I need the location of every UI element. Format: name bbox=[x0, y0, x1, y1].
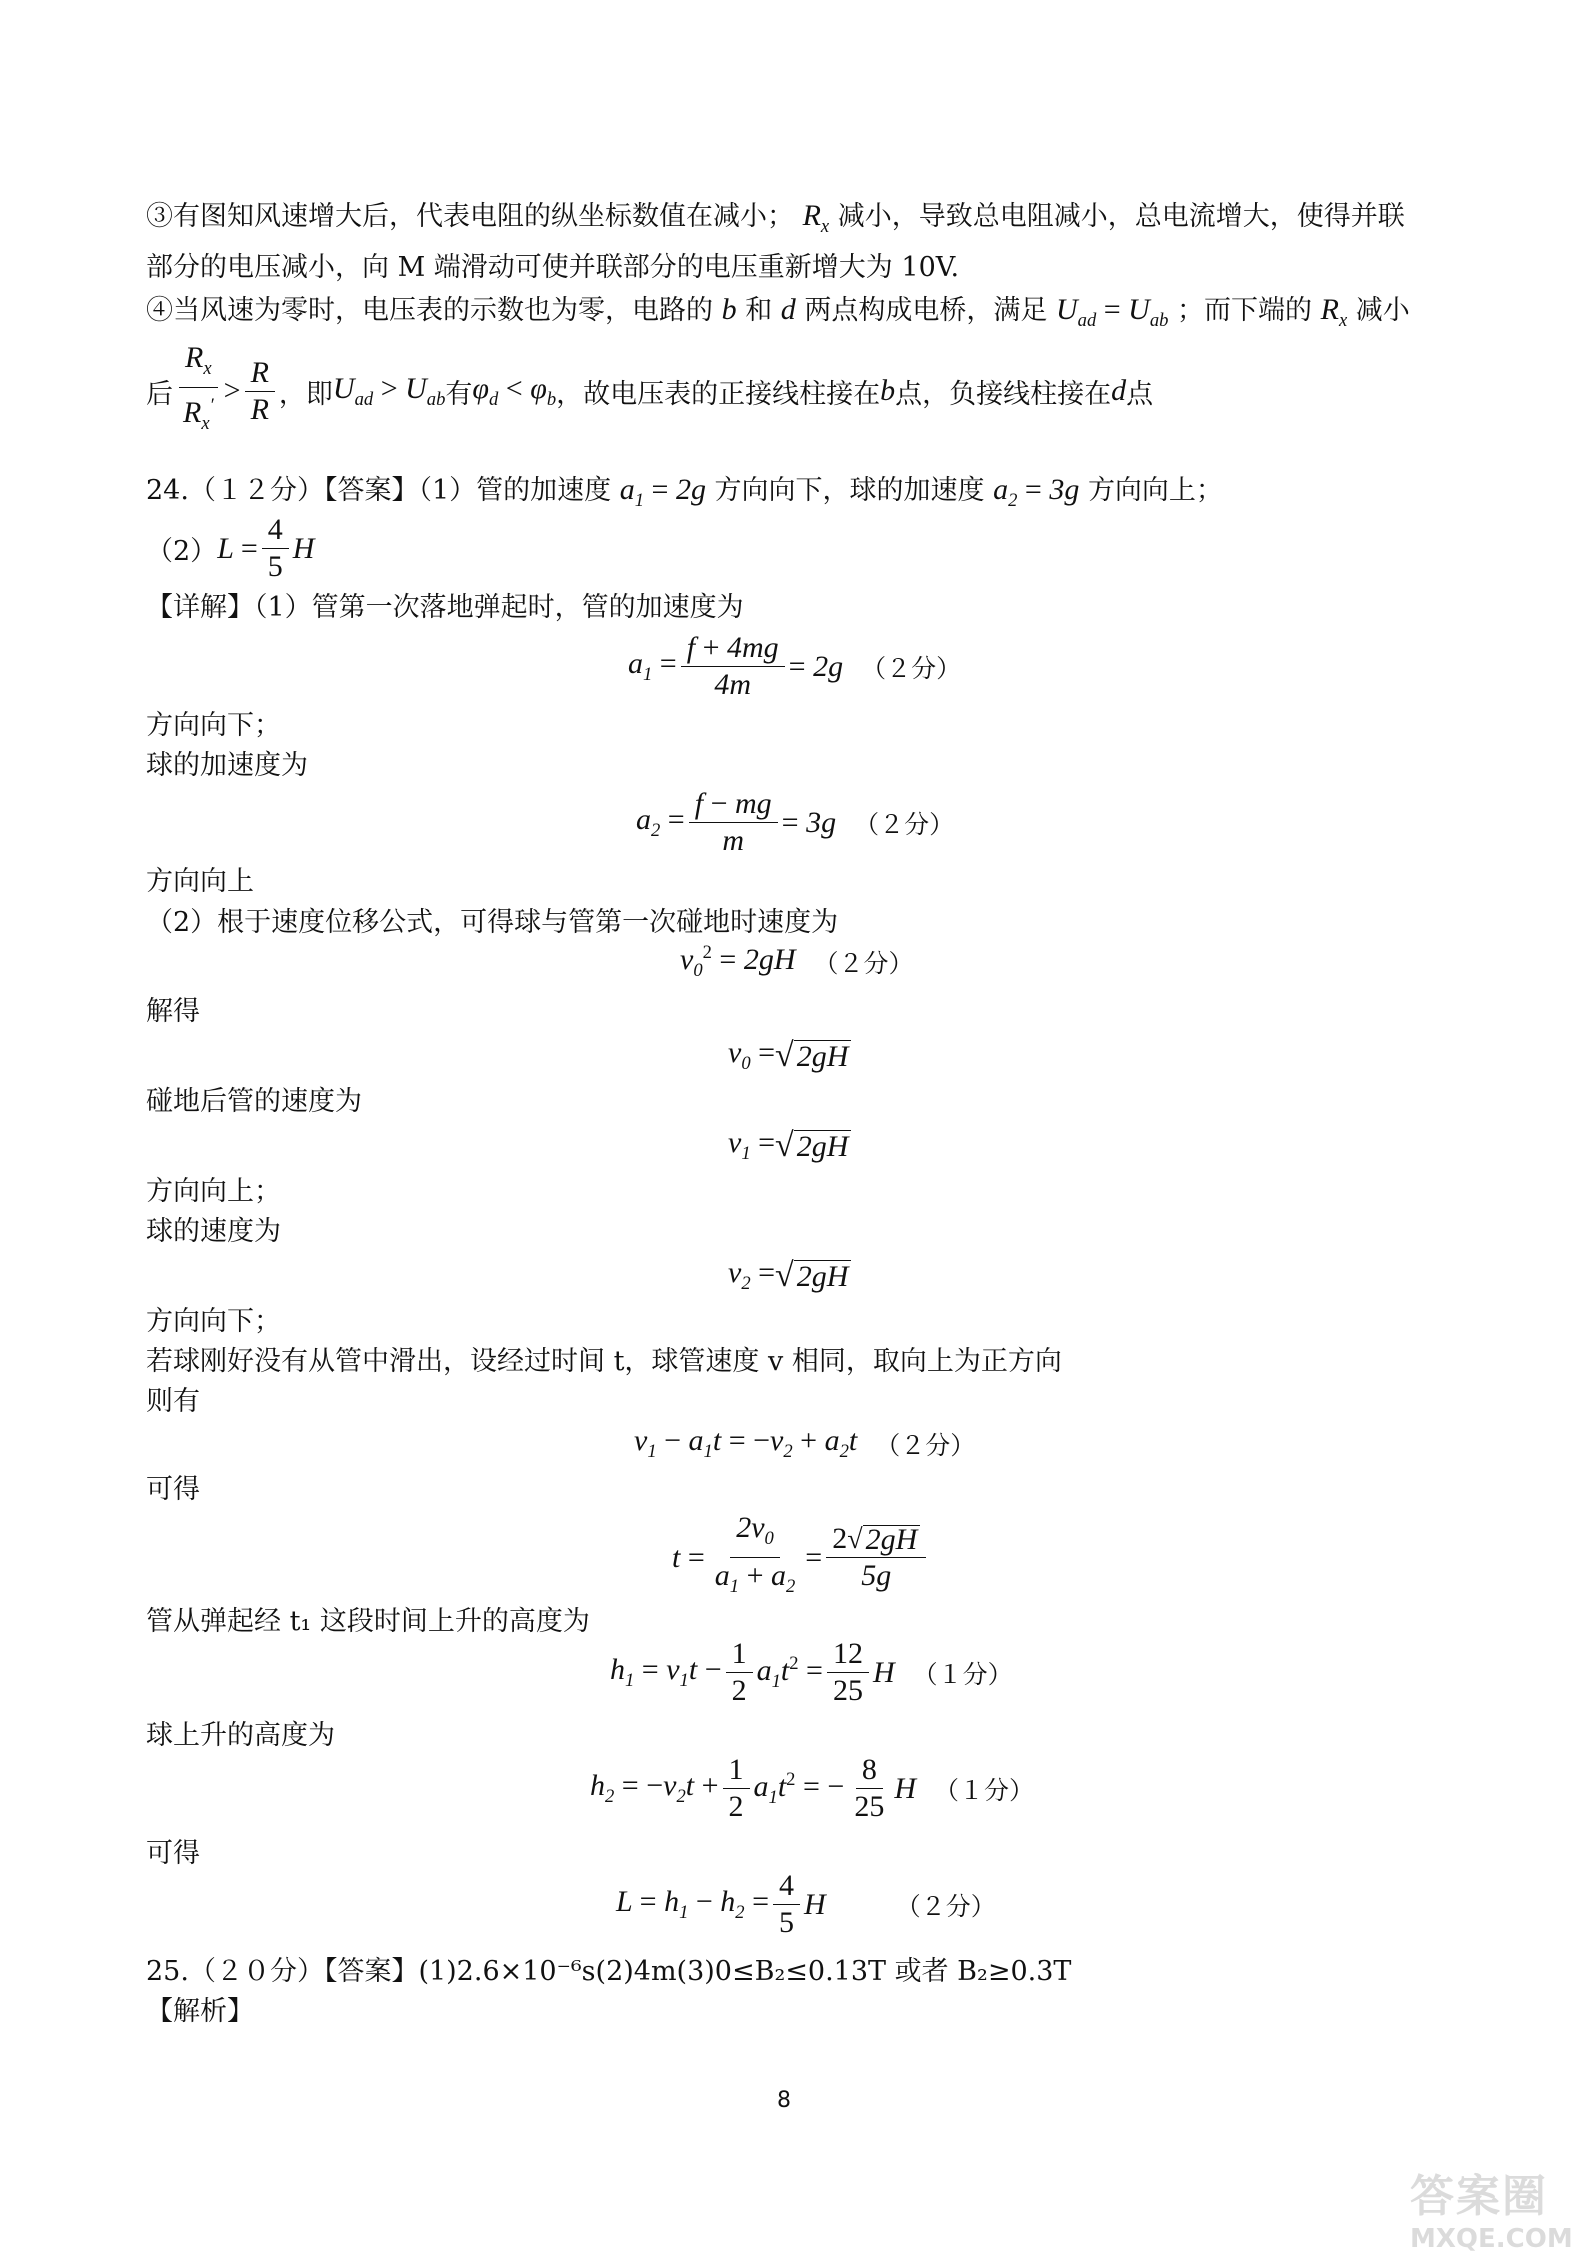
equation-velocity-balance: $v_1 - a_1t = -v_2 + a_2t$ （２分） bbox=[634, 1424, 976, 1462]
equation-L: $L = h_1 - h_2$ = $\frac{4}{5}$ H （２分） bbox=[616, 1869, 996, 1939]
score-label: （２分） bbox=[875, 1430, 976, 1460]
math-b: b bbox=[721, 293, 737, 326]
equation-v0-squared: $v_0^2 = 2gH$ （２分） bbox=[680, 942, 914, 981]
equation-v1: $v_1$ = √ 2gH bbox=[728, 1126, 851, 1165]
text-tube-height: 管从弹起经 t₁ 这段时间上升的高度为 bbox=[146, 1606, 590, 1637]
equation-v0: $v_0$ = √ 2gH bbox=[728, 1036, 851, 1075]
text-ball-height: 球上升的高度为 bbox=[146, 1720, 335, 1751]
q25-analysis: 【解析】 bbox=[146, 1996, 254, 2027]
text-dir-down-1: 方向向下； bbox=[146, 710, 281, 741]
text-part-2: （2）根于速度位移公式，可得球与管第一次碰地时速度为 bbox=[146, 907, 839, 938]
text-segment: 减小 bbox=[1355, 295, 1410, 326]
score-label: （１分） bbox=[912, 1659, 1013, 1689]
text-dir-down-2: 方向向下； bbox=[146, 1306, 281, 1337]
paragraph-4-line-1 bbox=[146, 290, 1410, 341]
score-label: （１分） bbox=[933, 1775, 1034, 1805]
math-uad-gt-uab: $U_{ad} > U_{ab}$ bbox=[332, 371, 446, 410]
text-then: 则有 bbox=[146, 1386, 200, 1417]
text-segment: 方向向下，球的加速度 bbox=[714, 475, 985, 506]
text-segment: （2） bbox=[146, 536, 218, 567]
text-segment: 和 bbox=[745, 295, 773, 326]
paragraph-3-line-1 bbox=[146, 196, 1405, 247]
text-get-1: 可得 bbox=[146, 1474, 200, 1505]
fraction-rx-over-rx-prime: $\frac{R_x}{R_x'}$ bbox=[177, 340, 220, 442]
math-rx: $R_x$ bbox=[802, 199, 830, 237]
q25-answer-line: 25.（２０分）【答案】(1)2.6×10⁻⁶s(2)4m(3)0≤B₂≤0.13T 或者 B₂≥0.3T bbox=[146, 1956, 1072, 1987]
text-get-2: 可得 bbox=[146, 1838, 200, 1869]
watermark-url: MXQE.COM bbox=[1410, 2224, 1573, 2254]
paragraph-4-line-2: 后 $\frac{R_x}{R_x'}$ > $\frac{R}{R}$ ，即 $U_{ad} > U_{ab}$ 有 $\varphi_d < \varphi_b$ ，故电压表的正接线柱接在 b 点，负接线柱接在 d 点 bbox=[146, 340, 1153, 442]
score-label: （２分） bbox=[895, 1891, 996, 1921]
equation-a2: $a_2$ = $\frac{f - mg}{m}$ = 3g （２分） bbox=[636, 787, 955, 857]
q24-detail: 【详解】（1）管第一次落地弹起时，管的加速度为 bbox=[146, 592, 744, 623]
text-segment: ④当风速为零时，电压表的示数也为零，电路的 bbox=[146, 295, 713, 326]
text-ball-acc: 球的加速度为 bbox=[146, 750, 308, 781]
fraction-4-5: $\frac{4}{5}$ bbox=[262, 512, 289, 585]
text-segment: ③有图知风速增大后，代表电阻的纵坐标数值在减小； bbox=[146, 201, 794, 232]
math-b: b bbox=[880, 374, 896, 407]
text-segment: 两点构成电桥，满足 bbox=[804, 295, 1048, 326]
fraction-r-over-r: $\frac{R}{R}$ bbox=[245, 355, 275, 428]
paragraph-3-line-2: 部分的电压减小，向 M 端滑动可使并联部分的电压重新增大为 10V. bbox=[146, 252, 960, 283]
equation-h1: $h_1 = v_1t$ − $\frac{1}{2}$ $a_1t^2$ = $\frac{12}{25}$ H （１分） bbox=[610, 1637, 1013, 1707]
math-d: d bbox=[1111, 374, 1127, 407]
text-tube-speed: 碰地后管的速度为 bbox=[146, 1086, 362, 1117]
math-phi-d-lt-phi-b: $\varphi_d < \varphi_b$ bbox=[472, 371, 557, 410]
text-dir-up-2: 方向向上； bbox=[146, 1176, 281, 1207]
score-label: （２分） bbox=[854, 809, 955, 839]
score-label: （２分） bbox=[861, 653, 962, 683]
math-uad-eq-uab: $U_{ad} = U_{ab}$ bbox=[1055, 293, 1169, 331]
equation-t: t = $\frac{2v_0}{a_1 + a_2}$ = 2 √ 2gH 5g bbox=[672, 1510, 930, 1605]
page-number: 8 bbox=[777, 2088, 791, 2113]
text-solve: 解得 bbox=[146, 996, 200, 1027]
q24-answer-2: （2） L = $\frac{4}{5}$ H bbox=[146, 513, 315, 583]
text-segment: 有 bbox=[445, 378, 473, 410]
text-segment: ，即 bbox=[278, 378, 333, 410]
text-dir-up-1: 方向向上 bbox=[146, 866, 254, 897]
text-segment: 减小，导致总电阻减小，总电流增大，使得并联 bbox=[837, 201, 1405, 232]
score-label: （２分） bbox=[813, 949, 914, 978]
math-a1-2g: $a_1 = 2g$ bbox=[619, 473, 706, 511]
watermark-logo bbox=[1410, 2160, 1580, 2254]
math-a2-3g: $a_2 = 3g$ bbox=[993, 473, 1080, 511]
equation-v2: $v_2$ = √ 2gH bbox=[728, 1256, 851, 1295]
text-assume: 若球刚好没有从管中滑出，设经过时间 t，球管速度 v 相同，取向上为正方向 bbox=[146, 1346, 1062, 1377]
text-segment: 方向向上； bbox=[1087, 475, 1223, 506]
equation-h2: $h_2 = -v_2t$ + $\frac{1}{2}$ $a_1t^2$ = − $\frac{8}{25}$ H （１分） bbox=[590, 1753, 1034, 1823]
text-ball-speed: 球的速度为 bbox=[146, 1216, 281, 1247]
text-segment: 点，负接线柱接在 bbox=[895, 378, 1112, 410]
math-d: d bbox=[780, 293, 796, 326]
text-segment: 点 bbox=[1126, 378, 1154, 410]
equation-a1: $a_1$ = $\frac{f + 4mg}{4m}$ = 2g （２分） bbox=[628, 631, 962, 701]
math-rx-2: $R_x$ bbox=[1320, 293, 1348, 331]
text-segment: 24.（１２分）【答案】（1）管的加速度 bbox=[146, 475, 612, 506]
watermark-mark: 答案圈 bbox=[1410, 2171, 1548, 2222]
text-segment: 后 bbox=[146, 378, 173, 410]
text-segment: ；而下端的 bbox=[1177, 295, 1313, 326]
text-segment: ，故电压表的正接线柱接在 bbox=[556, 378, 881, 410]
